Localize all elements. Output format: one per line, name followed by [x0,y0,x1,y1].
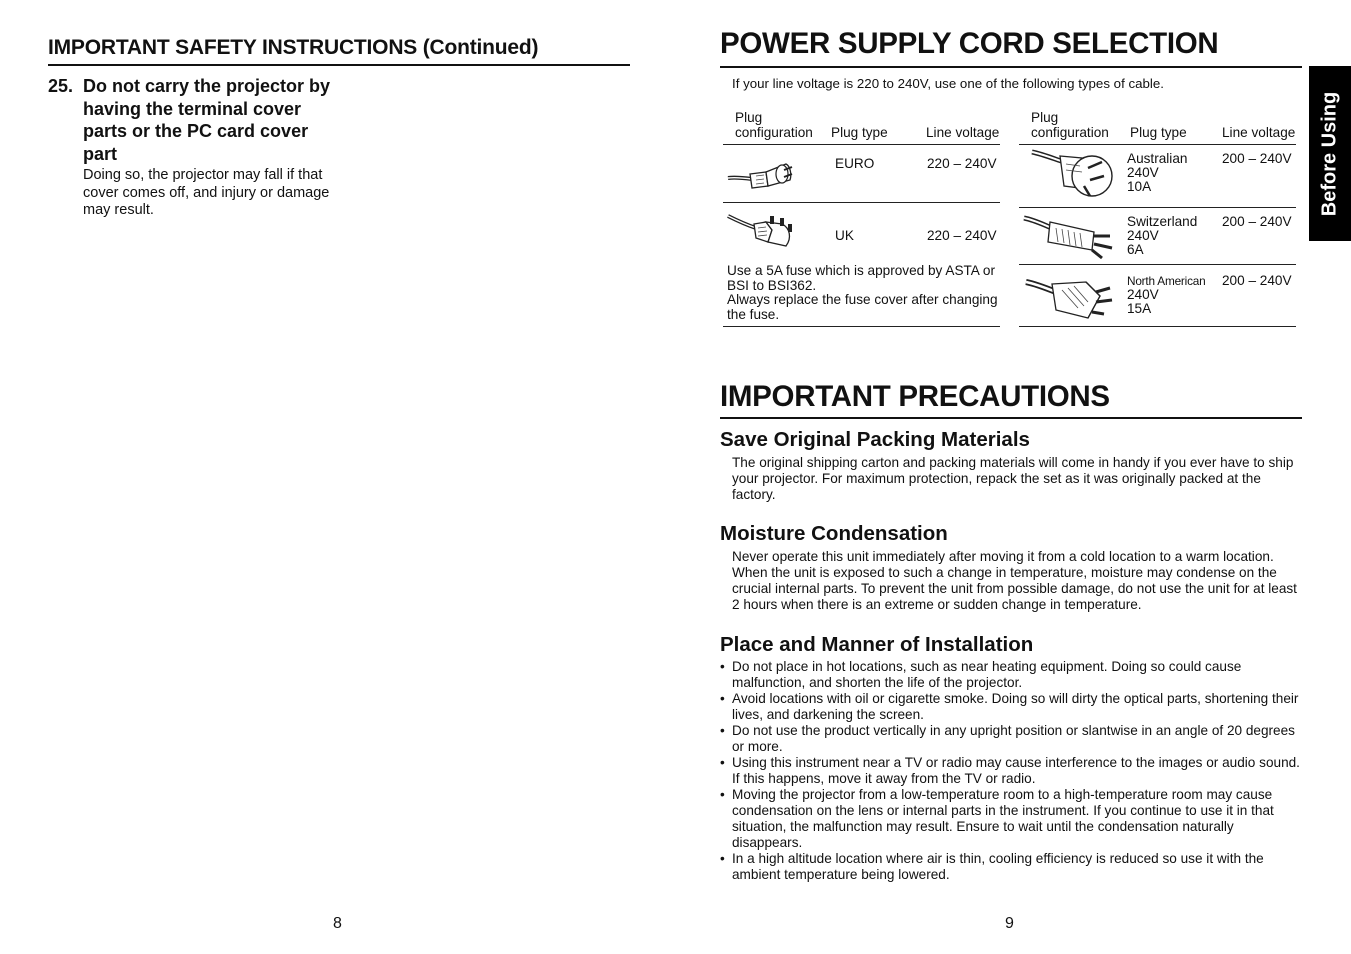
item-body: Doing so, the projector may fall if that cover comes off, and injury or damage may result. [83,167,330,219]
list-item-text: Using this instrument near a TV or radio may cause interference to the images or audio sound. If this happens, move it away from the TV or radio. [732,755,1300,786]
list-item-text: Moving the projector from a low-temperature room to a high-temperature room may cause condensation on the lens or internal parts in the instrument. If you continue to use it in that situation, the malfunction may result. Ensure to wait until the condensation naturally disappears. [732,787,1274,850]
table-rule [1019,326,1296,327]
table-rule [1019,144,1296,145]
bullet-icon: • [720,851,725,866]
list-item [720,723,1302,755]
line-voltage-north-american: 200 – 240V [1222,273,1292,288]
plug-type-australian-current: 10A [1127,179,1152,195]
header-plug-config-line2: configuration [735,125,813,140]
line-voltage-australian: 200 – 240V [1222,151,1292,166]
header-plug-config-line1: Plug [735,110,763,125]
installation-bullet-list [720,659,1302,883]
fuse-note-line1: Use a 5A fuse which is approved by ASTA or BSI to BSI362. [727,263,995,293]
bullet-icon: • [720,691,725,706]
plug-type-switzerland [1127,215,1197,258]
line-voltage-uk: 220 – 240V [927,228,997,243]
bullet-icon: • [720,723,725,738]
plug-type-north-american-name: North American [1127,274,1206,288]
plug-type-australian-name: Australian [1127,151,1188,166]
moisture-body: Never operate this unit immediately after moving it from a cold location to a warm location. When the unit is exposed to such a change in temperature, moisture may condense on the crucial internal parts. To prevent the unit from possible damage, do not use the unit for at least 2 hours when there is an extreme or sudden change in temperature. [732,549,1297,612]
list-item-text: In a high altitude location where air is thin, cooling efficiency is reduced so use it with the ambient temperature being lowered. [732,851,1264,882]
plug-type-north-american-voltage: 240V [1127,287,1159,303]
packing-body: The original shipping carton and packing materials will come in handy if you ever have to ship your projector. For maximum protection, repack the set as it was originally packed at the factory. [732,455,1294,502]
installation-heading: Place and Manner of Installation [720,633,1034,656]
fuse-note [727,264,1002,322]
header-plug-config-line1: Plug [1031,110,1059,125]
table-rule [723,202,1000,203]
list-item [720,659,1302,691]
item-heading: Do not carry the projector by having the terminal cover parts or the PC card cover part [83,76,331,164]
before-using-tab[interactable] [1309,66,1351,241]
table-rule [1019,207,1296,208]
plug-type-switzerland-voltage: 240V [1127,228,1159,244]
bullet-icon: • [720,659,725,674]
moisture-heading: Moisture Condensation [720,522,948,545]
power-cord-title-rule [720,66,1302,68]
header-plug-config-right [1031,110,1109,140]
list-item [720,787,1302,851]
euro-plug-icon [726,150,794,196]
plug-type-uk: UK [835,228,854,243]
header-line-voltage-right: Line voltage [1222,125,1296,140]
power-cord-title: POWER SUPPLY CORD SELECTION [720,27,1219,60]
switzerland-plug-icon [1022,210,1118,262]
uk-plug-icon [726,208,794,254]
plug-type-switzerland-name: Switzerland [1127,214,1198,229]
list-item-text: Avoid locations with oil or cigarette smoke. Doing so will dirty the optical parts, shortening their lives, and darkening the screen. [732,691,1299,722]
header-line-voltage-left: Line voltage [926,125,1000,140]
bullet-icon: • [720,755,725,770]
plug-type-australian-voltage: 240V [1127,165,1159,181]
table-rule [1019,264,1296,265]
precautions-title: IMPORTANT PRECAUTIONS [720,380,1110,413]
north-american-plug-icon [1022,268,1118,324]
australian-plug-icon [1028,146,1120,204]
left-title-rule [48,64,630,66]
plug-type-north-american-current: 15A [1127,301,1152,317]
left-section-title: IMPORTANT SAFETY INSTRUCTIONS (Continued) [48,36,539,59]
plug-type-switzerland-current: 6A [1127,242,1144,258]
list-item [720,755,1302,787]
list-item-text: Do not use the product vertically in any upright position or slantwise in an angle of 20 degrees or more. [732,723,1295,754]
header-plug-type-left: Plug type [831,125,888,140]
packing-heading: Save Original Packing Materials [720,428,1030,451]
header-plug-config-left [735,110,813,140]
list-item-text: Do not place in hot locations, such as near heating equipment. Doing so could cause malfunction, and shorten the life of the projector. [732,659,1242,690]
table-rule [723,326,1000,327]
power-cord-intro: If your line voltage is 220 to 240V, use one of the following types of cable. [732,76,1164,91]
before-using-tab-label: Before Using [1318,91,1341,216]
fuse-note-line2: Always replace the fuse cover after changing the fuse. [727,292,998,322]
line-voltage-switzerland: 200 – 240V [1222,214,1292,229]
list-item [720,691,1302,723]
table-rule [723,144,1000,145]
bullet-icon: • [720,787,725,802]
plug-type-australian [1127,152,1187,195]
line-voltage-euro: 220 – 240V [927,156,997,171]
header-plug-type-right: Plug type [1130,125,1187,140]
precautions-title-rule [720,417,1302,419]
item-number: 25. [48,76,74,96]
header-plug-config-line2: configuration [1031,125,1109,140]
plug-type-north-american [1127,274,1206,317]
list-item [720,851,1302,883]
page-number-left: 8 [333,915,342,932]
plug-type-euro: EURO [835,156,875,171]
page-number-right: 9 [1005,915,1014,932]
